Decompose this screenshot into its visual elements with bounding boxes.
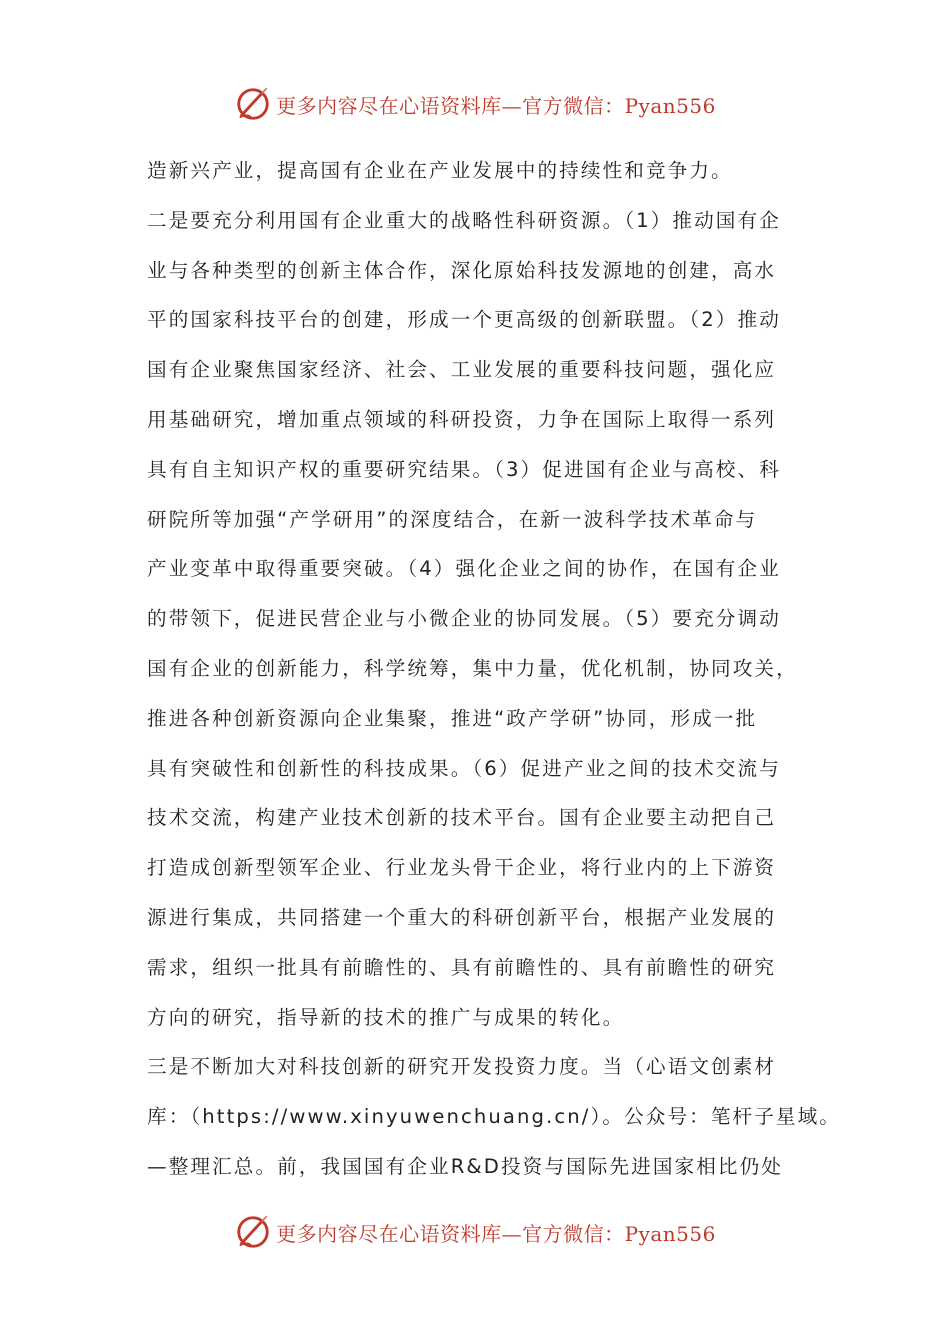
footer-banner-text: 更多内容尽在心语资料库—官方微信：Pyan556 bbox=[276, 1221, 716, 1246]
text-line: 打造成创新型领军企业、行业龙头骨干企业，将行业内的上下游资 bbox=[147, 856, 777, 880]
text-line: 具有自主知识产权的重要研究结果。（3）促进国有企业与高校、科 bbox=[147, 457, 781, 481]
text-line: 库：（https://www.xinyuwenchuang.cn/）。公众号：笔杆子星域。 bbox=[147, 1105, 842, 1129]
text-line: 二是要充分利用国有企业重大的战略性科研资源。（1）推动国有企 bbox=[147, 208, 781, 232]
text-line: 研院所等加强“产学研用”的深度结合，在新一波科学技术革命与 bbox=[147, 507, 758, 531]
text-line: 推进各种创新资源向企业集聚，推进“政产学研”协同，形成一批 bbox=[147, 706, 758, 730]
text-line: 产业变革中取得重要突破。（4）强化企业之间的协作，在国有企业 bbox=[147, 557, 781, 581]
document-body bbox=[147, 146, 842, 1192]
text-line: 方向的研究，指导新的技术的推广与成果的转化。 bbox=[147, 1005, 625, 1029]
text-line: 技术交流，构建产业技术创新的技术平台。国有企业要主动把自己 bbox=[147, 806, 777, 830]
text-line: 的带领下，促进民营企业与小微企业的协同发展。（5）要充分调动 bbox=[147, 607, 781, 631]
header-banner-text: 更多内容尽在心语资料库—官方微信：Pyan556 bbox=[276, 93, 716, 118]
text-line: 用基础研究，增加重点领域的科研投资，力争在国际上取得一系列 bbox=[147, 407, 777, 431]
text-line: 具有突破性和创新性的科技成果。（6）促进产业之间的技术交流与 bbox=[147, 756, 781, 780]
text-line: 业与各种类型的创新主体合作，深化原始科技发源地的创建，高水 bbox=[147, 258, 777, 282]
footer-banner bbox=[0, 1212, 950, 1252]
header-banner bbox=[0, 84, 950, 124]
text-line: 源进行集成，共同搭建一个重大的科研创新平台，根据产业发展的 bbox=[147, 905, 777, 929]
text-line: 需求，组织一批具有前瞻性的、具有前瞻性的、具有前瞻性的研究 bbox=[147, 955, 777, 979]
pen-circle-logo-icon bbox=[234, 85, 272, 123]
text-line: 平的国家科技平台的创建，形成一个更高级的创新联盟。（2）推动 bbox=[147, 308, 781, 332]
pen-circle-logo-icon bbox=[234, 1213, 272, 1251]
text-line: 三是不断加大对科技创新的研究开发投资力度。当（心语文创素材 bbox=[147, 1055, 777, 1079]
text-line: —整理汇总。前，我国国有企业R&D投资与国际先进国家相比仍处 bbox=[147, 1154, 784, 1178]
text-line: 造新兴产业，提高国有企业在产业发展中的持续性和竞争力。 bbox=[147, 159, 733, 182]
text-line: 国有企业的创新能力，科学统筹，集中力量，优化机制，协同攻关， bbox=[147, 656, 798, 680]
text-line: 国有企业聚焦国家经济、社会、工业发展的重要科技问题，强化应 bbox=[147, 358, 777, 382]
